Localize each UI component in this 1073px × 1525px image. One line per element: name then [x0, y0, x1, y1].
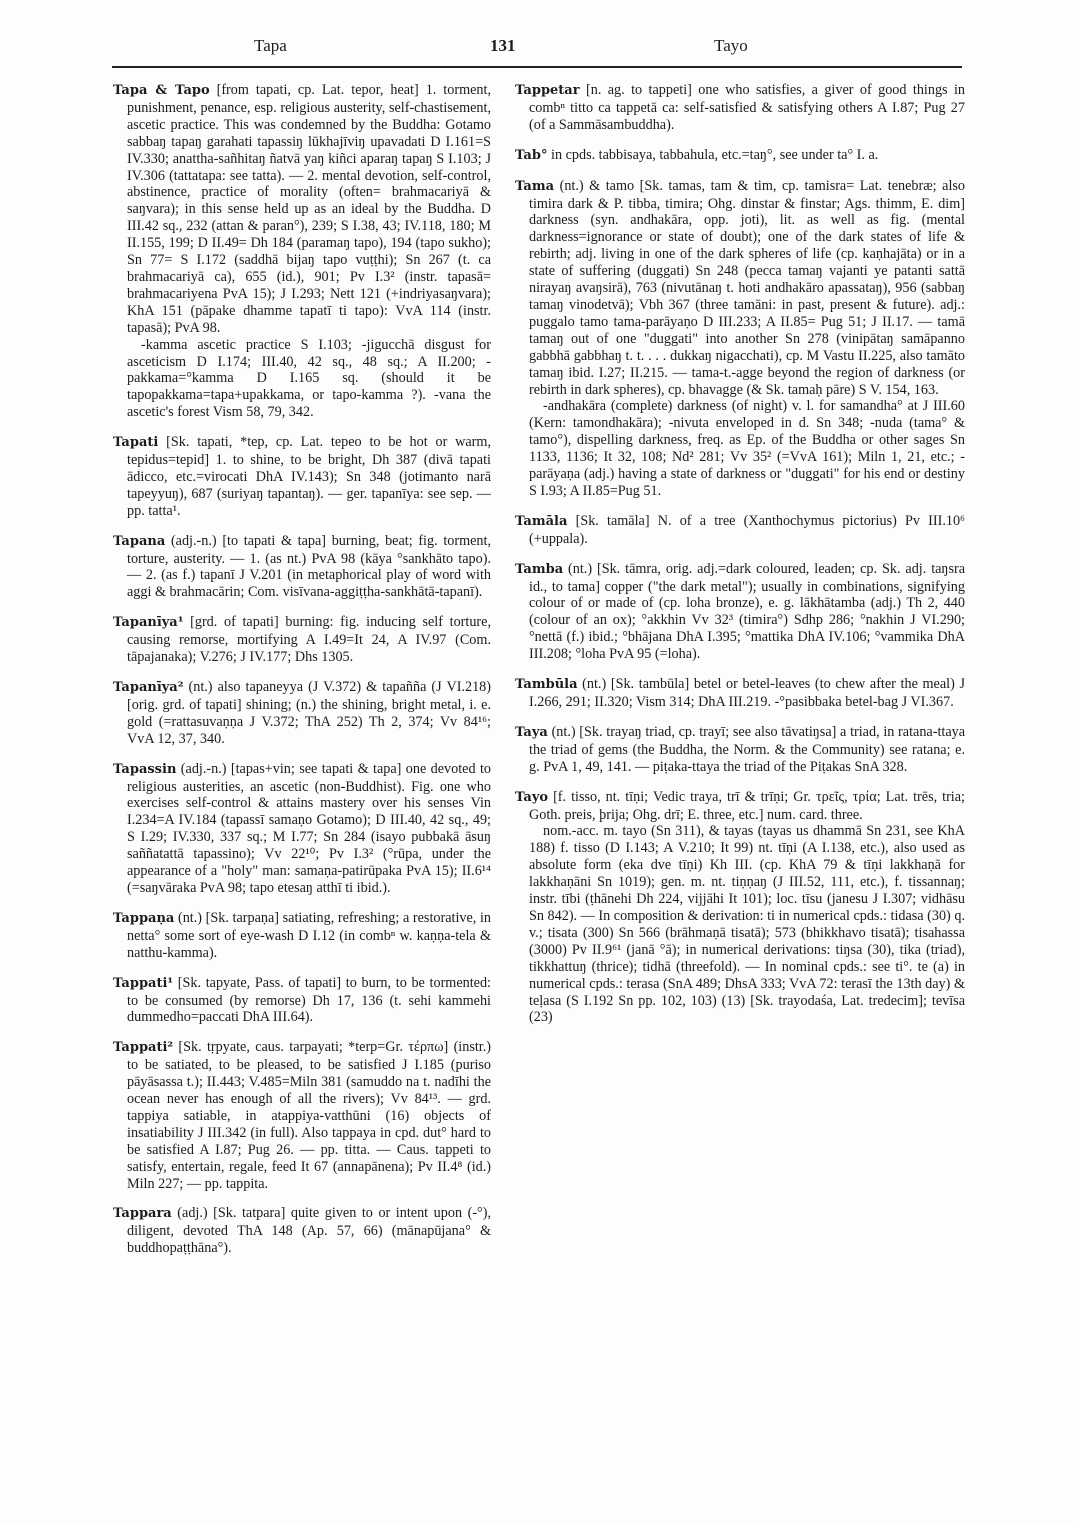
page-header [112, 36, 962, 66]
definition: [Sk. tamāla] N. of a tree (Xanthochymus pictorius) Pv III.10⁶ (+uppala). [529, 512, 966, 547]
headword: Tappaṇa [113, 910, 175, 926]
page-number: 131 [490, 36, 516, 55]
entry-tapana [113, 533, 491, 602]
entry-tama [515, 178, 965, 399]
entry-tayo-forms [515, 823, 965, 1026]
entry-tambula [515, 676, 965, 711]
entry-tamala [515, 513, 965, 548]
entry-tapati [113, 434, 491, 520]
definition: (nt.) [Sk. tarpaṇa] satiating, refreshing; a restorative, in netta° some sort of eye-wash D I.12 (in combⁿ w. kaṇṇa-tela & natthu-kamma). [127, 909, 491, 961]
entry-tappati-2 [113, 1039, 491, 1192]
definition: (adj.-n.) [tapas+vin; see tapati & tapa] one devoted to religious austerities, an ascetic (non-Buddhist). Fig. one who exercises self-control & attains mastery over his senses Vin I.234=A IV.184 (tapassī samaṇo Gotamo); D III.40, 42 sq., 49; S I.29; IV.330, 337 sq.; M I.77; Sn 284 (isayo pubbakā āsuŋ saññatattā tapassino); Vv 22¹⁰; Pv I.3² (°rūpa, under the appearance of a "holy" man: samaṇa-patirūpaka PvA 15); II.6¹⁴ (=saŋvāraka PvA 98; tapo etesaŋ atthī ti ibid.). [127, 760, 491, 896]
headword: Tapa & Tapo [113, 83, 210, 98]
entry-tama-compounds [515, 398, 965, 499]
definition: (adj.) [Sk. tatpara] quite given to or intent upon (-°), diligent, devoted ThA 148 (Ap. 57, 66) (mānapūjana° & buddhopaṭṭhāna°). [127, 1205, 491, 1257]
definition: (nt.) [Sk. trayaŋ triad, cp. trayī; see also tāvatiŋsa] a triad, in ratana-ttaya the triad of gems (the Buddha, the Norm. & the Community) see ratana; e. g. PvA 1, 49, 141. — piṭaka-ttaya the triad of the Piṭakas SnA 328. [529, 723, 966, 775]
headword: Tambūla [515, 677, 578, 693]
entry-tamba [515, 561, 965, 663]
headword: Tapassin [113, 761, 177, 777]
headword: Tapati [113, 435, 159, 451]
definition: [from tapati, cp. Lat. tepor, heat] 1. torment, punishment, penance, esp. religious austerity, self-chastisement, ascetic practice. This was condemned by the Buddha: Gotamo sabbaŋ tapaŋ garahati tapassiŋ lūkhajīviŋ upavadati D I.161=S IV.330; anattha-sañhitaŋ ñatvā yaŋ kiñci aparaŋ tapaŋ S I.103; J IV.306 (tattatapa: see tatta). — 2. mental devotion, self-control, abstinence, practice of morality (often= brahmacariyā & saŋvara); in this sense held up as an ideal by the Buddha. D III.42 sq., 232 (attan & paran°), 239; S I.38, 43; IV.118, 180; M II.155, 199; D II.49= Dh 184 (paramaŋ tapo), 194 (tapo sukho); Sn 77= S I.172 (saddhā bijaŋ tapo vuṭṭhi); Sn 267 (t. ca brahmacariyā ca), 655 (id.), 901; Pv I.3² (instr. tapasā= brahmacariyena PvA 15); J I.293; Nett 121 (+indriyasaŋvara); KhA 151 (pāpake dhamme tapatī ti tapo): VvA 114 (instr. tapasā); PvA 98. [127, 82, 491, 336]
entry-tappati-1 [113, 975, 491, 1027]
left-column [113, 82, 491, 1270]
entry-tayo [515, 789, 965, 824]
definition: (nt.) [Sk. tambūla] betel or betel-leaves (to chew after the meal) J I.266, 291; II.320; Vism 314; DhA III.219. -°pasibbaka betel-bag J VI.367. [529, 676, 965, 710]
headword: Tappati² [113, 1040, 174, 1056]
right-column [515, 82, 965, 1039]
headword: Tama [515, 178, 555, 194]
entry-tapa [113, 82, 491, 337]
entry-taya [515, 724, 965, 776]
entry-tappara [113, 1205, 491, 1257]
headword: Tab° [515, 147, 548, 163]
entry-tappetar [515, 82, 965, 134]
headword: Taya [515, 724, 548, 740]
definition: in cpds. tabbisaya, tabbahula, etc.=taŋ°, see under ta° I. a. [551, 146, 879, 163]
headword: Tamba [515, 561, 564, 577]
headword: Tappati¹ [113, 975, 174, 991]
definition: (nt.) & tamo [Sk. tamas, tam & tim, cp. tamisra= Lat. tenebræ; also timira dark & P. tibba, timira; Ohg. dinstar & finstar; Ags. thimm, E. dim] darkness (syn. andhakāra, opp. joti), lit. as well as fig. (mental darkness=ignorance or state of doubt); one of the dark states of life & rebirth; adj. living in one of the dark spheres of life (cp. kaṇhajāta) or in a state of suffering (duggati) Sn 248 (pecca tamaŋ vajanti ye patanti sattā nirayaŋ avaŋsirā), 763 (nivutānaŋ t. hoti andhakāro apassataŋ), 956 (sabbaŋ tamaŋ vinodetvā); Vbh 367 (three tamāni: in past, present & future). adj.: puggalo tamo tama-parāyaṇo D III.233; A II.85= Pug 51; J II.17. — tamā tamaŋ out of one "duggati" into another Sn 278 (vinipātaŋ samāpanno gabbhā gabbhaŋ t. t. . . . dukkaŋ nigacchati), cp. M Vastu II.225, also tamāto tamaŋ ibid. I.27; II.215. — tama-t.-agge beyond the region of darkness (or rebirth in dark spheres), cp. bhavagge (& Sk. tamaḥ pāre) S V. 154, 163. [529, 177, 966, 398]
entry-tapa-compounds [113, 337, 491, 422]
headword: Tayo [515, 789, 549, 805]
definition: [grd. of tapati] burning: fig. inducing self torture, causing remorse, mortifying A I.49=It 24, A IV.97 (Com. tāpajanaka); V.276; J IV.177; Dhs 1305. [127, 614, 492, 666]
compounds: -andhakāra (complete) darkness (of night) v. l. for samandha° at J III.60 (Kern: tamondhakāra); -nivuta enveloped in d. Sn 348; -nuda (tama° & tamo°), dispelling darkness, freq. as Ep. of the Buddha or other sages Sn 1133, 1136; It 32, 108; Nd² 281; Vv 35² (=VvA 161); Miln 1, 21, etc.; -parāyaṇa (adj.) having a state of darkness or "duggati" for his end or destiny S I.93; A II.85=Pug 51. [529, 398, 965, 499]
headword: Tappara [113, 1206, 172, 1222]
definition: [Sk. tapati, *tep, cp. Lat. tepeo to be hot or warm, tepidus=tepid] 1. to shine, to be bright, Dh 387 (divā tapati ādicco, etc.=virocati DhA IV.143); Sn 348 (jotimanto narā tapeyyuŋ), 687 (suriyaŋ tapantaŋ). — ger. tapanīya: see sep. — pp. tatta¹. [127, 434, 491, 519]
definition: [Sk. tṛpyate, caus. tarpayati; *terp=Gr. τέρπω] (instr.) to be satiated, to be pleased, to be satisfied J I.185 (puriso pāyāsassa t.); II.443; V.485=Miln 381 (samuddo na t. nadīhi the ocean never has enough of all the rivers); Vv 84¹³. — grd. tappiya satiable, in atappiya-vatthūni (16) objects of insatiability J III.342 (in full). Also tappaya in cpd. dut° hard to be satisfied A I.87; Pug 26. — pp. titta. — Caus. tappeti to satisfy, entertain, regale, feed It 67 (annapānena); Pv II.4⁸ (id.) Miln 227; — pp. tappita. [127, 1039, 492, 1192]
headword: Tapanīya¹ [113, 615, 184, 631]
compounds: -kamma ascetic practice S I.103; -jigucchā disgust for asceticism D I.174; III.40, 42 sq., 48 sq.; A II.200; -pakkama=°kamma D I.165 sq. (should it be tapopakkama=tapa+upakkama, or tapo-kamma ?). -vana the ascetic's forest Vism 58, 79, 342. [127, 336, 491, 421]
headword: Tapanīya² [113, 680, 184, 695]
entry-tapassin [113, 761, 491, 897]
definition: [Sk. tapyate, Pass. of tapati] to burn, to be tormented: to be consumed (by remorse) Dh 17, 136 (t. sehi kammehi dummedho=paccati DhA III.64). [127, 974, 491, 1026]
headword: Tappetar [515, 83, 580, 98]
definition: [n. ag. to tappeti] one who satisfies, a giver of good things in combⁿ titto ca tappetā ca: self-satisfied & satisfying others A I.87; Pug 27 (of a Sammāsambuddha). [529, 82, 965, 133]
left-guide-word: Tapa [254, 36, 287, 55]
entry-tapaniya-2 [113, 679, 491, 748]
definition: (adj.-n.) [to tapati & tapa] burning, beat; fig. torment, torture, austerity. — 1. (as nt.) PvA 98 (kāya °sankhāto tapo). — 2. (as f.) tapanī J V.201 (in metaphorical play of word with aggi & brahmacārin; Com. visīvana-aggiṭṭha-sankhātā-tapanī). [127, 532, 492, 601]
definition: (nt.) also tapaneyya (J V.372) & tapañña (J VI.218) [orig. grd. of tapati] shining; (n.) the shining, bright metal, i. e. gold (=rattasuvaṇṇa J V.372; ThA 252) Th 2, 374; Vv 84¹⁶; VvA 12, 37, 340. [127, 679, 491, 747]
entry-tappana [113, 910, 491, 962]
inflection-forms: nom.-acc. m. tayo (Sn 311), & tayas (tayas us dhammā Sn 231, see KhA 188) f. tisso (D I.143; A V.210; It 99) nt. tīṇi (A I.138, etc.), also used as absolute form (eka dve tīṇi) Kh III. (cp. KhA 79 & tīṇi lakkhaṇā for lakkhaṇāni Sn 1019); gen. m. nt. tiṇṇaŋ (J III.52, 111, etc.), f. tissannaŋ; instr. tībi (ṭhānehi Dh 224, vijjāhi It 101); loc. tīsu (janesu J I.307; vidhāsu Sn 842). — In composition & derivation: ti in numerical cpds.: tidasa (30) q. v.; tisata (300) Sn 566 (brāhmaṇā tisatā); 573 (bhikkhavo tisatā); tisahassa (3000) Pv II.9⁶¹ (janā °ā); in numerical derivations: tiŋsa (30), tika (triad), tikkhattuŋ (thrice); tidhā (threefold). — In nominal cpds.: see ti°. te (a) in numerical cpds.: terasa (SnA 489; DhsA 333; VvA 72: terasī the 13th day) & teḷasa (S I.192 Sn pp. 102, 103) (13) [Sk. trayodaśa, Lat. tredecim]; tevīsa (23) [529, 823, 965, 1026]
right-guide-word: Tayo [714, 36, 748, 55]
entry-tab [515, 147, 965, 165]
definition: (nt.) [Sk. tāmra, orig. adj.=dark coloured, leaden; cp. Sk. adj. taŋsra id., to tama] copper ("the dark metal"); usually in combinations, signifying colour of or made of (cp. loha bronze), e. g. lākhātamba (adj.) Th 2, 440 (colour of an ox); °akkhin Vv 32³ (timira°) Sdhp 286; °nakhin J VI.290; °nettā (f.) ibid.; °bhājana DhA I.395; °mattika DhA IV.106; °vammika DhA III.208; °loha PvA 95 (=loha). [529, 560, 965, 663]
definition: [f. tisso, nt. tīṇi; Vedic traya, trī & trīṇi; Gr. τρεῖς, τρία; Lat. trēs, tria; Goth. preis, þrija; Ohg. drī; E. three, etc.] num. card. three. [529, 788, 965, 823]
headword: Tapana [113, 533, 166, 549]
entry-tapaniya-1 [113, 614, 491, 666]
header-rule [112, 66, 962, 68]
headword: Tamāla [515, 513, 568, 529]
